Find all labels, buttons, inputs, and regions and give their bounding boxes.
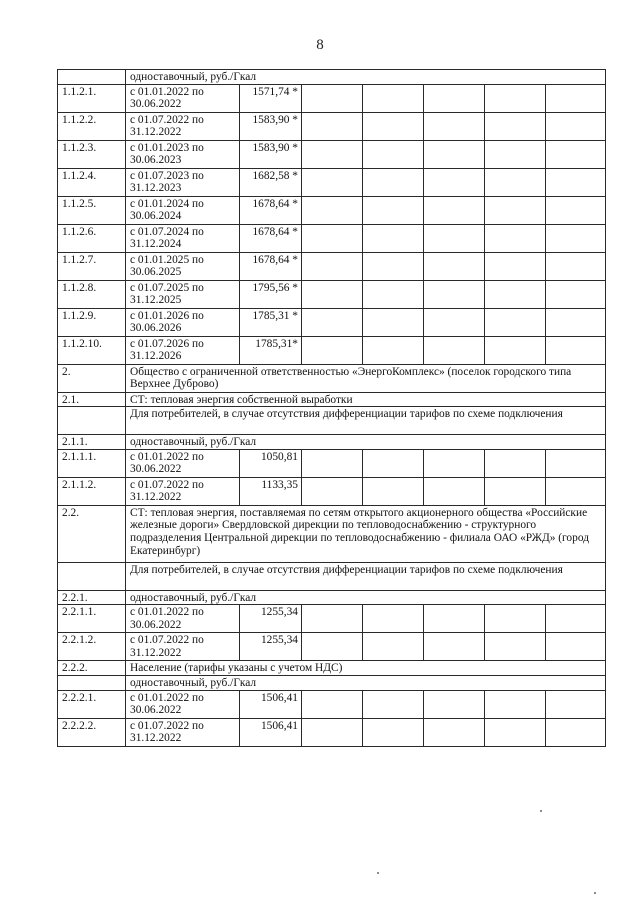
tariff-row [58, 308, 606, 336]
period-cell: с 01.01.2022 по 30.06.2022 [126, 449, 240, 477]
empty-cell [302, 168, 363, 196]
item-number: 2.1.1. [58, 435, 126, 450]
section-text: СТ: тепловая энергия, поставляемая по сетям открытого акционерного общества «Российские железные дороги» Свердловской дирекции по тепловодоснабжению - структурного подразделения Центральной дирекции по тепловодоснабжению - филиала ОАО «РЖД» (город Екатеринбург) [126, 505, 606, 562]
empty-cell [302, 449, 363, 477]
tariff-row [58, 477, 606, 505]
section-row [58, 661, 606, 676]
tariff-row [58, 168, 606, 196]
empty-cell [546, 308, 606, 336]
section-text: одноставочный, руб./Гкал [126, 675, 606, 690]
section-text: Для потребителей, в случае отсутствия дифференциации тарифов по схеме подключения [126, 407, 606, 435]
tariff-row [58, 633, 606, 661]
item-number: 1.1.2.1. [58, 84, 126, 112]
tariff-row [58, 196, 606, 224]
empty-cell [302, 336, 363, 364]
section-row [58, 70, 606, 85]
empty-cell [363, 224, 424, 252]
period-cell: с 01.01.2023 по 30.06.2023 [126, 140, 240, 168]
empty-cell [302, 252, 363, 280]
section-text: одноставочный, руб./Гкал [126, 70, 606, 85]
item-number: 2.2.1.2. [58, 633, 126, 661]
item-number: 2.2. [58, 505, 126, 562]
empty-cell [363, 718, 424, 746]
empty-cell [424, 690, 485, 718]
item-number: 2. [58, 364, 126, 392]
item-number: 1.1.2.3. [58, 140, 126, 168]
section-row [58, 590, 606, 605]
tariff-value: 1506,41 [240, 690, 302, 718]
item-number: 1.1.2.10. [58, 336, 126, 364]
tariff-value: 1571,74 * [240, 84, 302, 112]
period-cell: с 01.07.2022 по 31.12.2022 [126, 477, 240, 505]
period-cell: с 01.07.2025 по 31.12.2025 [126, 280, 240, 308]
empty-cell [424, 718, 485, 746]
section-text: Население (тарифы указаны с учетом НДС) [126, 661, 606, 676]
empty-cell [546, 168, 606, 196]
item-number: 1.1.2.5. [58, 196, 126, 224]
empty-cell [485, 718, 546, 746]
tariff-value: 1678,64 * [240, 252, 302, 280]
period-cell: с 01.07.2022 по 31.12.2022 [126, 718, 240, 746]
tariff-table-body [58, 70, 606, 747]
tariff-row [58, 718, 606, 746]
empty-cell [363, 336, 424, 364]
empty-cell [363, 605, 424, 633]
empty-cell [485, 168, 546, 196]
empty-cell [424, 196, 485, 224]
empty-cell [302, 196, 363, 224]
section-row [58, 435, 606, 450]
tariff-row [58, 224, 606, 252]
period-cell: с 01.07.2022 по 31.12.2022 [126, 633, 240, 661]
tariff-row [58, 140, 606, 168]
tariff-value: 1133,35 [240, 477, 302, 505]
empty-cell [546, 196, 606, 224]
empty-cell [363, 140, 424, 168]
item-number [58, 407, 126, 435]
tariff-value: 1050,81 [240, 449, 302, 477]
section-text: одноставочный, руб./Гкал [126, 590, 606, 605]
empty-cell [546, 280, 606, 308]
empty-cell [485, 605, 546, 633]
empty-cell [302, 690, 363, 718]
item-number: 2.1.1.1. [58, 449, 126, 477]
item-number: 2.2.2. [58, 661, 126, 676]
empty-cell [485, 196, 546, 224]
empty-cell [302, 84, 363, 112]
empty-cell [546, 140, 606, 168]
section-row [58, 392, 606, 407]
item-number: 1.1.2.6. [58, 224, 126, 252]
tariff-row [58, 605, 606, 633]
empty-cell [302, 112, 363, 140]
item-number: 2.2.2.2. [58, 718, 126, 746]
section-row [58, 364, 606, 392]
empty-cell [363, 633, 424, 661]
tariff-row [58, 252, 606, 280]
empty-cell [424, 280, 485, 308]
empty-cell [302, 224, 363, 252]
section-text: Для потребителей, в случае отсутствия дифференциации тарифов по схеме подключения [126, 562, 606, 590]
empty-cell [424, 252, 485, 280]
empty-cell [363, 308, 424, 336]
tariff-value: 1255,34 [240, 605, 302, 633]
empty-cell [485, 633, 546, 661]
tariff-value: 1785,31* [240, 336, 302, 364]
empty-cell [546, 252, 606, 280]
page-number: 8 [316, 37, 324, 53]
empty-cell [424, 605, 485, 633]
empty-cell [302, 605, 363, 633]
tariff-value: 1583,90 * [240, 140, 302, 168]
empty-cell [485, 224, 546, 252]
empty-cell [546, 224, 606, 252]
empty-cell [485, 308, 546, 336]
tariff-row [58, 449, 606, 477]
item-number [58, 70, 126, 85]
empty-cell [424, 168, 485, 196]
period-cell: с 01.01.2022 по 30.06.2022 [126, 690, 240, 718]
empty-cell [363, 280, 424, 308]
empty-cell [485, 84, 546, 112]
empty-cell [546, 605, 606, 633]
empty-cell [485, 140, 546, 168]
scan-speck [540, 810, 542, 812]
tariff-value: 1678,64 * [240, 196, 302, 224]
item-number [58, 675, 126, 690]
tariff-value: 1583,90 * [240, 112, 302, 140]
empty-cell [546, 84, 606, 112]
empty-cell [363, 449, 424, 477]
section-row [58, 505, 606, 562]
empty-cell [485, 336, 546, 364]
empty-cell [424, 477, 485, 505]
tariff-value: 1678,64 * [240, 224, 302, 252]
empty-cell [363, 477, 424, 505]
empty-cell [485, 112, 546, 140]
empty-cell [424, 224, 485, 252]
item-number: 1.1.2.8. [58, 280, 126, 308]
empty-cell [363, 84, 424, 112]
tariff-row [58, 84, 606, 112]
section-text: Общество с ограниченной ответственностью «ЭнергоКомплекс» (поселок городского типа Верхнее Дуброво) [126, 364, 606, 392]
empty-cell [302, 140, 363, 168]
tariff-value: 1506,41 [240, 718, 302, 746]
period-cell: с 01.01.2025 по 30.06.2025 [126, 252, 240, 280]
period-cell: с 01.01.2022 по 30.06.2022 [126, 84, 240, 112]
section-row [58, 562, 606, 590]
empty-cell [363, 196, 424, 224]
empty-cell [424, 140, 485, 168]
item-number: 2.2.1. [58, 590, 126, 605]
section-row [58, 675, 606, 690]
item-number: 1.1.2.4. [58, 168, 126, 196]
item-number: 2.2.1.1. [58, 605, 126, 633]
empty-cell [546, 633, 606, 661]
item-number: 2.1.1.2. [58, 477, 126, 505]
tariff-row [58, 336, 606, 364]
empty-cell [424, 308, 485, 336]
tariff-value: 1785,31 * [240, 308, 302, 336]
empty-cell [302, 280, 363, 308]
item-number: 1.1.2.2. [58, 112, 126, 140]
tariff-row [58, 690, 606, 718]
period-cell: с 01.01.2022 по 30.06.2022 [126, 605, 240, 633]
empty-cell [363, 168, 424, 196]
empty-cell [424, 84, 485, 112]
empty-cell [546, 449, 606, 477]
period-cell: с 01.07.2024 по 31.12.2024 [126, 224, 240, 252]
section-text: СТ: тепловая энергия собственной выработки [126, 392, 606, 407]
empty-cell [485, 690, 546, 718]
empty-cell [302, 477, 363, 505]
tariff-row [58, 280, 606, 308]
item-number: 1.1.2.7. [58, 252, 126, 280]
section-row [58, 407, 606, 435]
empty-cell [424, 112, 485, 140]
tariff-row [58, 112, 606, 140]
tariff-value: 1682,58 * [240, 168, 302, 196]
scan-speck [594, 892, 596, 894]
empty-cell [485, 252, 546, 280]
empty-cell [424, 633, 485, 661]
empty-cell [546, 718, 606, 746]
period-cell: с 01.01.2026 по 30.06.2026 [126, 308, 240, 336]
empty-cell [302, 308, 363, 336]
empty-cell [485, 477, 546, 505]
tariff-table [57, 69, 606, 747]
empty-cell [424, 449, 485, 477]
item-number: 1.1.2.9. [58, 308, 126, 336]
item-number: 2.2.2.1. [58, 690, 126, 718]
item-number [58, 562, 126, 590]
empty-cell [485, 280, 546, 308]
period-cell: с 01.07.2026 по 31.12.2026 [126, 336, 240, 364]
empty-cell [363, 690, 424, 718]
empty-cell [363, 112, 424, 140]
item-number: 2.1. [58, 392, 126, 407]
empty-cell [302, 633, 363, 661]
period-cell: с 01.07.2022 по 31.12.2022 [126, 112, 240, 140]
empty-cell [546, 477, 606, 505]
tariff-value: 1795,56 * [240, 280, 302, 308]
tariff-value: 1255,34 [240, 633, 302, 661]
period-cell: с 01.01.2024 по 30.06.2024 [126, 196, 240, 224]
empty-cell [302, 718, 363, 746]
empty-cell [424, 336, 485, 364]
empty-cell [546, 112, 606, 140]
empty-cell [546, 690, 606, 718]
empty-cell [546, 336, 606, 364]
section-text: одноставочный, руб./Гкал [126, 435, 606, 450]
empty-cell [485, 449, 546, 477]
scan-speck [377, 872, 379, 874]
empty-cell [363, 252, 424, 280]
period-cell: с 01.07.2023 по 31.12.2023 [126, 168, 240, 196]
